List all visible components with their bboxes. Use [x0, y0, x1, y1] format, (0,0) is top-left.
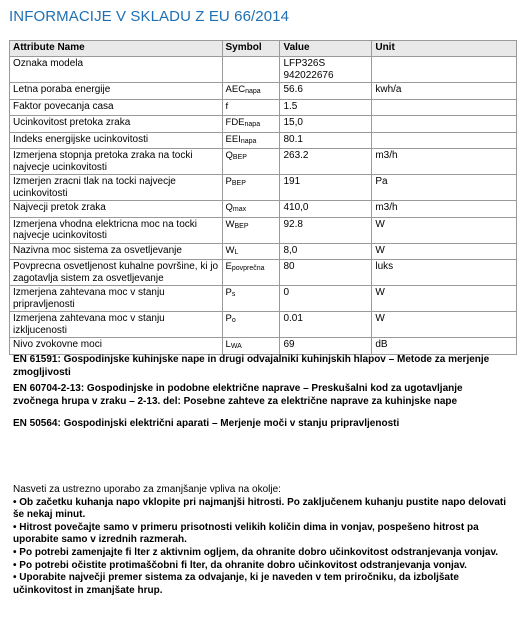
cell-unit: Pa	[372, 175, 517, 201]
table-row	[10, 175, 517, 201]
symbol-subscript: BEP	[231, 180, 246, 187]
cell-attribute-name: Izmerjen zracni tlak na tocki najvecje ucinkovitosti	[10, 175, 223, 201]
cell-symbol	[222, 286, 280, 312]
cell-unit: dB	[372, 338, 517, 355]
symbol-base: P	[225, 313, 232, 324]
symbol-subscript: napa	[240, 137, 257, 145]
cell-symbol	[222, 201, 280, 218]
cell-symbol	[222, 312, 280, 338]
symbol-base: f	[225, 100, 229, 112]
symbol-subscript: max	[232, 206, 247, 213]
symbol-base: W	[225, 218, 235, 230]
table-row	[10, 260, 517, 286]
cell-unit: m3/h	[372, 201, 517, 218]
cell-value: 410,0	[280, 201, 372, 218]
usage-tip: • Po potrebi zamenjajte fi lter z aktivnim ogljem, da ohranite dobro učinkovitost odstranjevanja vonjav.	[13, 546, 499, 558]
table-row	[10, 83, 517, 100]
cell-symbol	[222, 149, 280, 175]
table-row	[10, 116, 517, 133]
cell-unit	[372, 57, 517, 83]
cell-symbol	[222, 132, 280, 149]
cell-symbol	[222, 217, 280, 243]
usage-tips-list	[13, 497, 513, 598]
cell-value: 56.6	[280, 83, 372, 100]
usage-tips	[13, 484, 513, 597]
header-value: Value	[280, 41, 372, 57]
cell-unit: W	[372, 243, 517, 260]
symbol-subscript: BEP	[234, 222, 249, 230]
cell-value: 80	[280, 260, 372, 286]
symbol-subscript: o	[231, 317, 236, 324]
cell-unit	[372, 116, 517, 133]
table-header-row	[10, 41, 517, 57]
symbol-subscript: napa	[244, 121, 261, 128]
cell-attribute-name: Povprecna osvetljenost kuhalne površine, ki jo zagotavlja sistem za osvetljevanje	[10, 260, 223, 286]
symbol-subscript: povprečna	[231, 265, 265, 272]
cell-symbol	[222, 338, 280, 355]
table-row	[10, 312, 517, 338]
symbol-base: E	[225, 261, 232, 272]
cell-attribute-name: Nazivna moc sistema za osvetljevanje	[10, 243, 223, 260]
cell-attribute-name: Izmerjena zahtevana moc v stanju pripravljenosti	[10, 286, 223, 312]
table-row	[10, 99, 517, 116]
cell-attribute-name: Indeks energijske ucinkovitosti	[10, 132, 223, 149]
cell-value: 191	[280, 175, 372, 201]
cell-unit: W	[372, 286, 517, 312]
cell-value: 8,0	[280, 243, 372, 260]
cell-unit: m3/h	[372, 149, 517, 175]
symbol-base: W	[225, 244, 235, 256]
cell-attribute-name: Izmerjena zahtevana moc v stanju izklјucenosti	[10, 312, 223, 338]
table-row	[10, 201, 517, 218]
usage-tips-intro: Nasveti za ustrezno uporabo za zmanjšanje vpliva na okolje:	[13, 484, 281, 495]
cell-value: 15,0	[280, 116, 372, 133]
table-row	[10, 338, 517, 355]
cell-attribute-name: Najvecji pretok zraka	[10, 201, 223, 218]
cell-value: 80.1	[280, 132, 372, 149]
cell-attribute-name: Ucinkovitost pretoka zraka	[10, 116, 223, 133]
cell-unit	[372, 132, 517, 149]
header-unit: Unit	[372, 41, 517, 57]
cell-value: LFP326S 942022676	[280, 57, 372, 83]
cell-attribute-name: Faktor povecanja casa	[10, 99, 223, 116]
symbol-subscript: napa	[245, 88, 261, 95]
cell-attribute-name: Izmerjena stopnja pretoka zraka na tocki najvecje ucinkovitosti	[10, 149, 223, 175]
standard-en-50564: EN 50564: Gospodinjski električni aparati – Merjenje moči v stanju pripravljenosti	[13, 418, 400, 429]
table-row	[10, 132, 517, 149]
usage-tip: • Hitrost povečajte samo v primeru prisotnosti velikih količin dima in vonjav, pospešeno hitrost pa uporabite samo v izrednih razmerah.	[13, 521, 479, 546]
cell-unit: W	[372, 217, 517, 243]
cell-unit: luks	[372, 260, 517, 286]
cell-attribute-name: Nivo zvokovne moci	[10, 338, 223, 355]
table-row	[10, 243, 517, 260]
cell-attribute-name: Letna poraba energije	[10, 83, 223, 100]
symbol-base: EEI	[225, 133, 241, 145]
symbol-base: L	[225, 339, 231, 350]
cell-symbol	[222, 260, 280, 286]
symbol-base: P	[225, 287, 232, 298]
cell-symbol	[222, 99, 280, 116]
symbol-base: Q	[225, 150, 233, 161]
header-attribute-name: Attribute Name	[10, 41, 223, 57]
cell-value: 92.8	[280, 217, 372, 243]
cell-attribute-name: Oznaka modela	[10, 57, 223, 83]
cell-value: 263.2	[280, 149, 372, 175]
table-row	[10, 149, 517, 175]
cell-unit: kwh/a	[372, 83, 517, 100]
standard-en-60704: EN 60704-2-13: Gospodinjske in podobne električne naprave – Preskušalni kod za ugotavljanje zvočnega hrupa v zraku – 2-13. del: Posebne zahteve za električne naprave za kuhinjske nape	[13, 383, 463, 407]
cell-symbol	[222, 243, 280, 260]
cell-unit: W	[372, 312, 517, 338]
table-row	[10, 217, 517, 243]
symbol-subscript: BEP	[232, 154, 247, 161]
cell-symbol	[222, 175, 280, 201]
cell-symbol	[222, 57, 280, 83]
standard-en-61591: EN 61591: Gospodinjske kuhinjske nape in drugi odvajalniki kuhinjskih hlapov – Metode za merjenje zmogljivosti	[13, 354, 490, 378]
table-body	[10, 57, 517, 355]
cell-value: 69	[280, 338, 372, 355]
energy-info-table	[9, 40, 517, 355]
symbol-base: Q	[225, 202, 233, 213]
usage-tip: • Ob začetku kuhanja napo vklopite pri najmanjši hitrosti. Po zaključenem kuhanju pustite napo delovati še nekaj minut.	[13, 496, 507, 521]
page-title: INFORMACIJE V SKLADU Z EU 66/2014	[9, 8, 290, 25]
table-row	[10, 57, 517, 83]
symbol-subscript: s	[231, 291, 236, 298]
cell-symbol	[222, 116, 280, 133]
usage-tip: • Uporabite največji premer sistema za odvajanje, ki je naveden v tem priročniku, da izboljšate učinkovitost in zmanjšate hrup.	[13, 572, 459, 596]
cell-symbol	[222, 83, 280, 100]
symbol-base: FDE	[225, 117, 245, 128]
cell-value: 1.5	[280, 99, 372, 116]
cell-attribute-name: Izmerjena vhodna elektricna moc na tocki najvecje ucinkovitosti	[10, 217, 223, 243]
cell-value: 0.01	[280, 312, 372, 338]
symbol-base: P	[225, 176, 232, 187]
header-symbol: Symbol	[222, 41, 280, 57]
symbol-subscript: L	[234, 248, 239, 256]
cell-unit	[372, 99, 517, 116]
cell-value: 0	[280, 286, 372, 312]
symbol-subscript: WA	[230, 343, 242, 350]
table-row	[10, 286, 517, 312]
symbol-base: AEC	[225, 84, 246, 95]
usage-tip: • Po potrebi očistite protimaščobni fi lter, da ohranite dobro učinkovitost odstranjevanja vonjav.	[13, 559, 467, 571]
